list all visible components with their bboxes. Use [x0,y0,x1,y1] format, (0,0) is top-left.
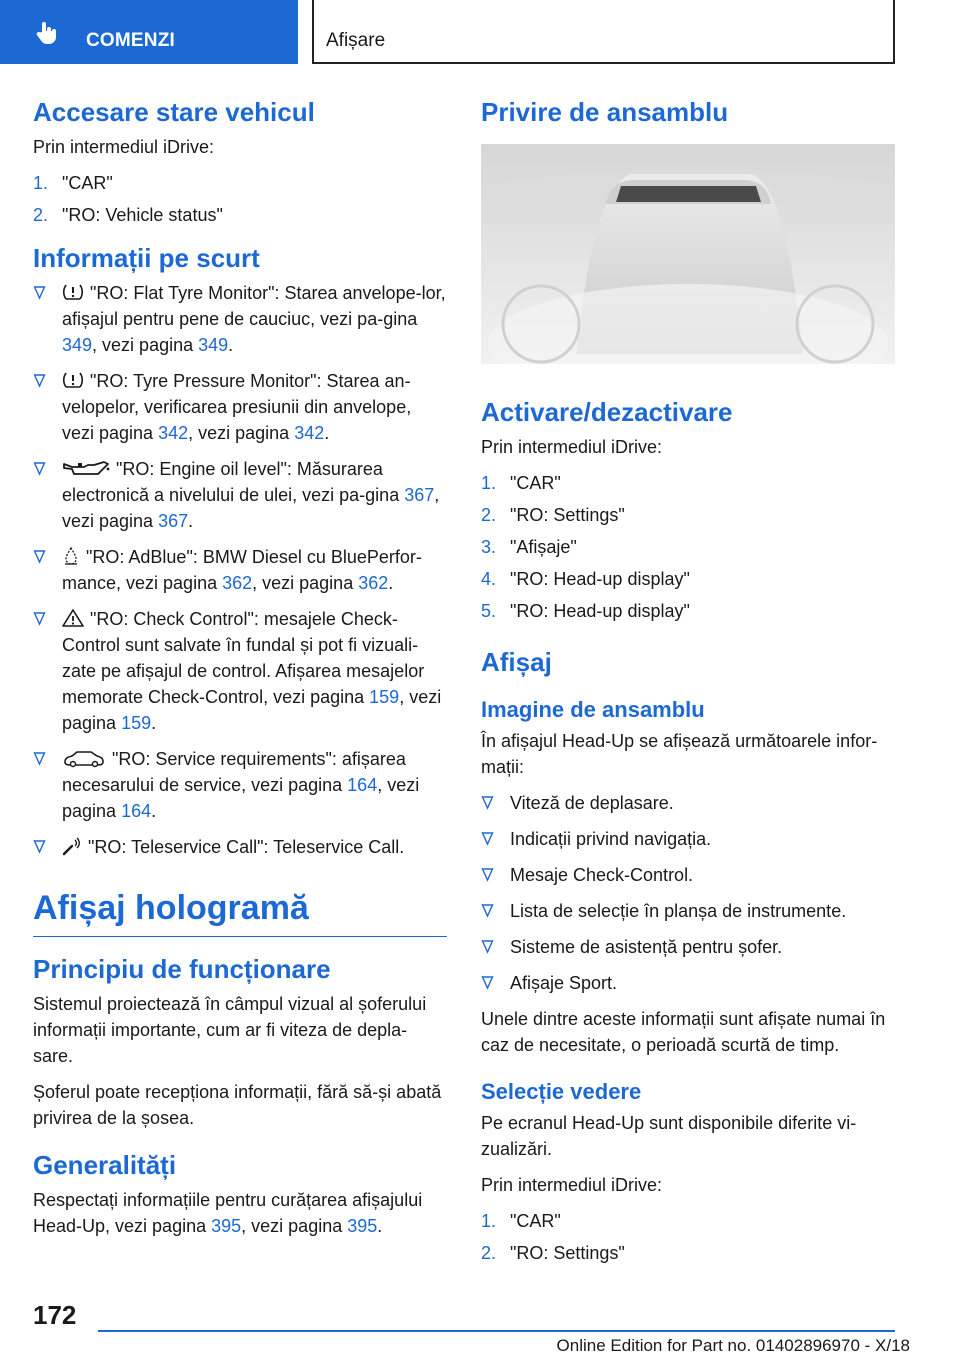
step-text: "RO: Vehicle status" [62,205,223,225]
list-item [481,934,895,960]
step-text: "CAR" [62,173,113,193]
step-text: "RO: Settings" [510,1243,625,1263]
page-ref-link[interactable]: 367 [158,511,189,531]
step-number: 5. [481,601,497,621]
tab-display-label: Afișare [326,30,386,51]
bullet-text: Indicații privind navigația. [510,829,712,849]
activate-steps [481,470,895,624]
view-select-steps [481,1208,895,1266]
list-item [481,826,895,852]
page-ref-link[interactable]: 349 [62,335,93,355]
list-item [33,456,447,534]
list-item [33,202,447,228]
step-number: 1. [481,1211,497,1231]
vehicle-status-steps [33,170,447,228]
bullet-triangle-icon [33,547,46,567]
warning-triangle-icon [62,608,84,628]
right-column [481,96,895,1280]
bullet-text: . [324,423,330,443]
list-item [481,898,895,924]
bullet-text: , vezi pagina [62,687,442,733]
list-item [33,368,447,446]
page-ref-link[interactable]: 342 [294,423,325,443]
step-text: "RO: Settings" [510,505,625,525]
list-item [33,280,447,358]
section-title-display: Afișaj [481,647,552,677]
page-ref-link[interactable]: 395 [211,1216,242,1236]
list-item [481,566,895,592]
page-ref-link[interactable]: 164 [347,775,378,795]
bullet-text: "RO: Tyre Pressure Monitor": Starea an-velopelor, verificarea presiunii din anvelope, vezi pagina [62,371,412,443]
chapter-rule [33,936,447,937]
list-item [33,606,447,736]
general-text: . [377,1216,383,1236]
page-ref-link[interactable]: 362 [358,573,389,593]
tyre-warning-icon [62,282,84,302]
page-ref-link[interactable]: 367 [404,485,435,505]
list-item [481,502,895,528]
footer-rule [98,1330,895,1332]
subsection-title-view-select: Selecție vedere [481,1079,642,1104]
list-item [481,598,895,624]
display-info-list [481,790,895,996]
bullet-text: Afișaje Sport. [510,973,618,993]
left-column [33,96,447,1249]
list-item [481,470,895,496]
hand-pointer-icon [34,20,60,46]
bullet-text: , vezi pagina [188,423,295,443]
list-item [33,544,447,596]
bullet-text: , vezi pagina [62,485,440,531]
section-title-general: Generalități [33,1150,177,1180]
principle-paragraph-2: Șoferul poate recepționa informații, fără să-și abată privirea de la șosea. [33,1082,442,1128]
bullet-triangle-icon [33,283,46,303]
bullet-text: . [151,713,157,733]
page-ref-link[interactable]: 349 [198,335,229,355]
bullet-text: . [151,801,157,821]
page-ref-link[interactable]: 159 [121,713,152,733]
step-number: 3. [481,537,497,557]
bullet-triangle-icon [481,901,494,921]
footer-edition: Online Edition for Part no. 01402896970 - X/18 [556,1336,910,1355]
chapter-title-hologram: Afișaj hologramă [33,889,309,927]
bullet-text: . [388,573,394,593]
bullet-text: "RO: Flat Tyre Monitor": Starea anvelope-lor, afișajul pentru pene de cauciuc, vezi pa-gina [62,283,446,329]
page-ref-link[interactable]: 164 [121,801,152,821]
step-number: 1. [33,173,49,193]
section-title-principle: Principiu de funcționare [33,954,331,984]
step-text: "RO: Head-up display" [510,601,690,621]
head-up-display-photo [481,144,895,364]
oil-can-icon [62,460,110,478]
bullet-text: "RO: Check Control": mesajele Check-Control sunt salvate în fundal și pot fi vizuali-zate pe afișajul de control. Afișarea mesajelor memorate Check-Control, vezi pagina [62,609,425,707]
list-item [33,170,447,196]
bullet-triangle-icon [33,459,46,479]
page-ref-link[interactable]: 362 [222,573,253,593]
step-text: "CAR" [510,1211,561,1231]
list-item [33,746,447,824]
bullet-text: , vezi pagina [92,335,199,355]
page-number: 172 [33,1300,77,1330]
view-select-intro: Prin intermediul iDrive: [481,1175,663,1195]
bullet-triangle-icon [33,371,46,391]
tab-display[interactable] [312,0,895,64]
bullet-text: . [188,511,194,531]
page-header [0,0,960,66]
page-ref-link[interactable]: 159 [369,687,400,707]
step-text: "Afișaje" [510,537,577,557]
list-item [481,970,895,996]
bullet-text: "RO: Service requirements": afișarea necesarului de service, vezi pagina [62,749,406,795]
bullet-text: Viteză de deplasare. [510,793,674,813]
step-text: "CAR" [510,473,561,493]
tab-commands-label: COMENZI [86,30,176,51]
bullet-triangle-icon [33,837,46,857]
bullet-text: "RO: AdBlue": BMW Diesel cu BluePerfor-mance, vezi pagina [62,547,422,593]
activate-intro: Prin intermediul iDrive: [481,437,663,457]
info-overview-list [33,280,447,860]
list-item [481,534,895,560]
step-number: 2. [481,505,497,525]
general-paragraph [33,1187,447,1239]
list-item [481,1240,895,1266]
bullet-text: Mesaje Check-Control. [510,865,694,885]
tyre-pressure-icon [62,370,84,390]
adblue-icon [62,546,80,566]
list-item [481,1208,895,1234]
general-text: , vezi pagina [241,1216,348,1236]
section-title-activate: Activare/dezactivare [481,397,733,427]
bullet-text: . [228,335,234,355]
step-text: "RO: Head-up display" [510,569,690,589]
step-number: 1. [481,473,497,493]
bullet-triangle-icon [481,937,494,957]
section-title-info-overview: Informații pe scurt [33,243,260,273]
display-note: Unele dintre aceste informații sunt afișate numai în caz de necesitate, o perioadă scurtă de timp. [481,1009,886,1055]
bullet-text: Sisteme de asistență pentru șofer. [510,937,783,957]
service-car-icon [62,750,106,768]
list-item [33,834,447,860]
list-item [481,790,895,816]
bullet-text: "RO: Teleservice Call": Teleservice Call. [88,837,405,857]
display-intro: În afișajul Head-Up se afișează următoarele infor-mații: [481,731,878,777]
bullet-triangle-icon [481,829,494,849]
step-number: 2. [33,205,49,225]
vehicle-status-intro: Prin intermediul iDrive: [33,137,215,157]
subsection-title-overview-image: Imagine de ansamblu [481,697,705,722]
bullet-text: , vezi pagina [252,573,359,593]
bullet-text: Lista de selecție în planșa de instrumente. [510,901,847,921]
page-ref-link[interactable]: 342 [158,423,189,443]
page-ref-link[interactable]: 395 [347,1216,378,1236]
section-title-vehicle-status: Accesare stare vehicul [33,97,315,127]
tab-commands[interactable] [0,0,298,64]
list-item [481,862,895,888]
bullet-triangle-icon [481,865,494,885]
step-number: 4. [481,569,497,589]
view-select-paragraph: Pe ecranul Head-Up sunt disponibile diferite vi-zualizări. [481,1113,857,1159]
principle-paragraph-1: Sistemul proiectează în câmpul vizual al șoferului informații importante, cum ar fi viteza de depla-sare. [33,994,427,1066]
wrench-call-icon [62,836,82,856]
section-title-overview: Privire de ansamblu [481,97,729,127]
bullet-triangle-icon [481,793,494,813]
bullet-triangle-icon [481,973,494,993]
general-text: Respectați informațiile pentru curățarea afișajului Head-Up, vezi pagina [33,1190,423,1236]
bullet-triangle-icon [33,749,46,769]
bullet-triangle-icon [33,609,46,629]
bullet-text: "RO: Engine oil level": Măsurarea electronică a nivelului de ulei, vezi pa-gina [62,459,405,505]
bullet-text: , vezi pagina [62,775,420,821]
step-number: 2. [481,1243,497,1263]
